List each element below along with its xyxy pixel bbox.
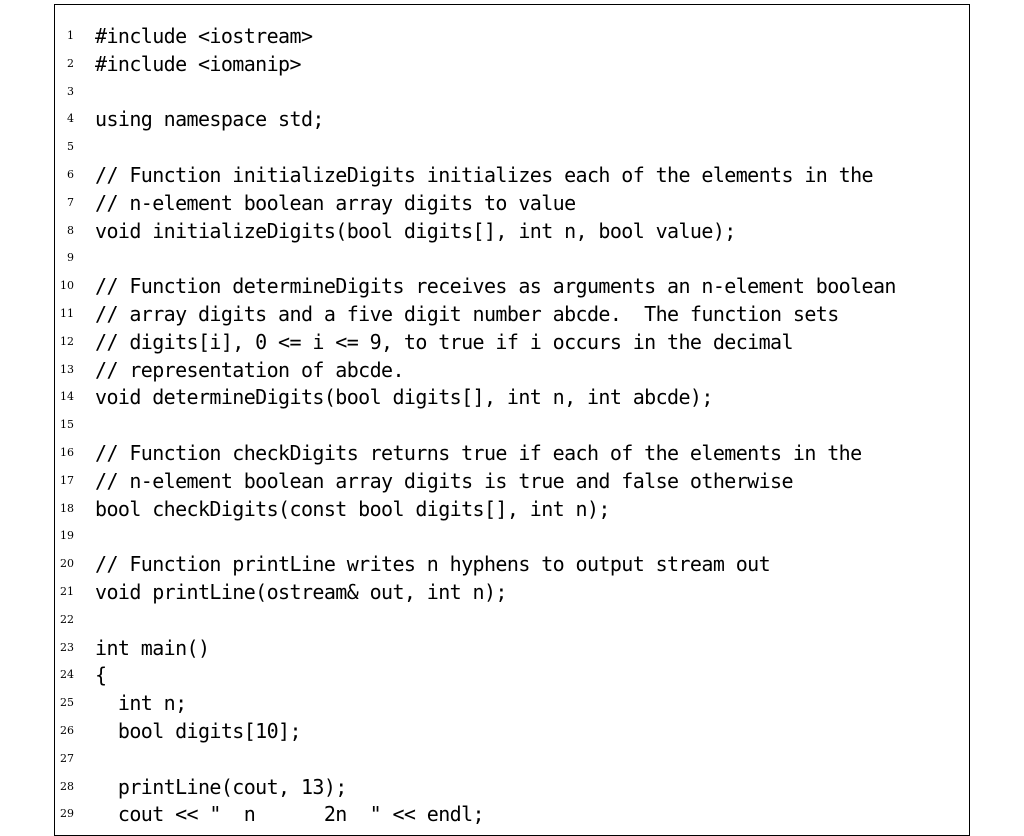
code-text: cout << " n 2n " << endl;	[95, 802, 484, 827]
code-line	[0, 244, 1024, 272]
code-line	[0, 495, 1024, 523]
code-line	[0, 634, 1024, 662]
code-text: // n-element boolean array digits is true and false otherwise	[95, 468, 793, 493]
code-line	[0, 550, 1024, 578]
code-line	[0, 133, 1024, 161]
code-line	[0, 439, 1024, 467]
code-text: // n-element boolean array digits to value	[95, 190, 576, 215]
code-line	[0, 78, 1024, 106]
code-line	[0, 328, 1024, 356]
code-text: {	[95, 663, 107, 688]
code-line	[0, 161, 1024, 189]
line-number: 5	[67, 140, 74, 154]
line-number: 8	[67, 223, 74, 237]
code-line	[0, 717, 1024, 745]
code-text: #include <iomanip>	[95, 51, 301, 76]
line-number: 4	[67, 112, 74, 126]
code-text: bool checkDigits(const bool digits[], int n);	[95, 496, 610, 521]
code-line	[0, 689, 1024, 717]
line-number: 12	[60, 334, 74, 348]
line-number: 26	[60, 724, 74, 737]
line-number: 27	[60, 751, 74, 765]
line-number: 6	[67, 168, 74, 181]
code-line	[0, 578, 1024, 606]
code-text: // array digits and a five digit number abcde. The function sets	[95, 302, 839, 326]
code-text: // Function checkDigits returns true if each of the elements in the	[95, 441, 862, 465]
code-text: // Function determineDigits receives as arguments an n-element boolean	[95, 274, 896, 299]
code-line	[0, 272, 1024, 300]
code-line	[0, 522, 1024, 550]
line-number: 1	[67, 29, 74, 42]
line-number: 3	[67, 84, 74, 98]
line-number: 14	[60, 390, 74, 404]
line-number: 28	[60, 779, 74, 793]
code-line	[0, 105, 1024, 133]
code-line	[0, 356, 1024, 384]
code-line	[0, 411, 1024, 439]
line-number: 25	[60, 696, 74, 710]
code-line	[0, 217, 1024, 245]
code-text: // Function initializeDigits initializes each of the elements in the	[95, 163, 873, 187]
code-text: // Function printLine writes n hyphens to output stream out	[95, 552, 771, 577]
line-number: 16	[60, 446, 74, 459]
line-number: 15	[60, 418, 74, 432]
code-line	[0, 383, 1024, 411]
code-line	[0, 800, 1024, 828]
line-number: 20	[60, 557, 74, 571]
line-number: 7	[67, 195, 74, 209]
code-line	[0, 50, 1024, 78]
code-text: // representation of abcde.	[95, 357, 404, 382]
line-number: 18	[60, 501, 74, 515]
code-line	[0, 467, 1024, 495]
line-number: 17	[60, 473, 74, 487]
code-line	[0, 300, 1024, 328]
line-number: 10	[60, 279, 74, 293]
code-line	[0, 189, 1024, 217]
code-line	[0, 745, 1024, 773]
code-line	[0, 22, 1024, 50]
line-number: 22	[60, 612, 74, 626]
code-text: using namespace std;	[95, 107, 324, 132]
code-text: bool digits[10];	[95, 719, 301, 743]
code-line	[0, 661, 1024, 689]
code-line	[0, 606, 1024, 634]
code-text: int main()	[95, 635, 210, 660]
line-number: 21	[60, 585, 74, 598]
line-number: 24	[60, 668, 74, 682]
line-number: 11	[60, 307, 74, 320]
code-line	[0, 773, 1024, 801]
line-number: 23	[60, 640, 74, 654]
line-number: 19	[60, 529, 74, 543]
line-number: 13	[60, 362, 74, 376]
line-number: 29	[60, 807, 74, 821]
line-number: 9	[67, 251, 74, 265]
code-text: void determineDigits(bool digits[], int n, int abcde);	[95, 385, 713, 410]
code-text: // digits[i], 0 <= i <= 9, to true if i occurs in the decimal	[95, 329, 793, 354]
line-number: 2	[67, 56, 74, 70]
code-text: void initializeDigits(bool digits[], int n, bool value);	[95, 218, 736, 243]
code-text: #include <iostream>	[95, 24, 313, 48]
code-text: printLine(cout, 13);	[95, 774, 347, 799]
code-text: void printLine(ostream& out, int n);	[95, 580, 507, 604]
code-text: int n;	[95, 691, 187, 716]
